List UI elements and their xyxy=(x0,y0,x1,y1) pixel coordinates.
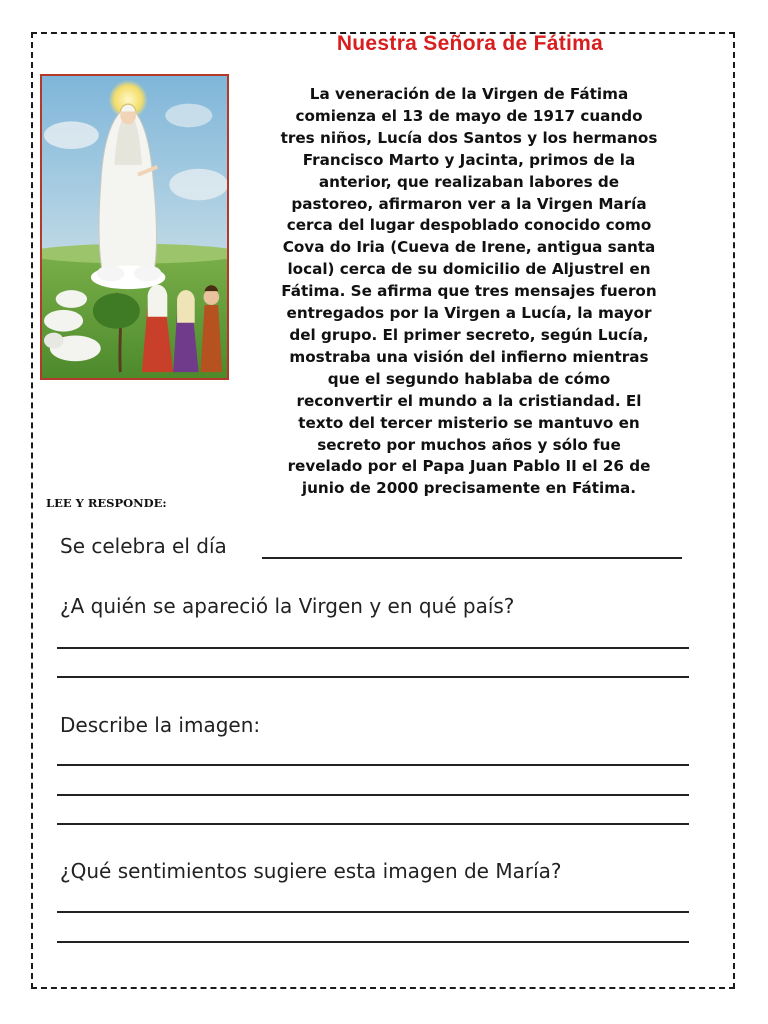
question-apparition: ¿A quién se apareció la Virgen y en qué país? xyxy=(60,594,515,618)
paragraph-line: revelado por el Papa Juan Pablo II el 26 de xyxy=(287,457,651,476)
paragraph-line: texto del tercer misterio se mantuvo en xyxy=(298,413,640,432)
paragraph-line: Fátima. Se afirma que tres mensajes fueron xyxy=(281,282,657,301)
answer-line-describe-3[interactable] xyxy=(57,823,689,825)
history-paragraph xyxy=(232,84,706,500)
paragraph-line: que el segundo hablaba de cómo xyxy=(327,369,611,388)
question-describe-image: Describe la imagen: xyxy=(60,713,261,737)
paragraph-line: La veneración de la Virgen de Fátima xyxy=(309,85,629,103)
virgin-of-fatima-apparition-illustration xyxy=(42,76,227,378)
answer-line-apparition-2[interactable] xyxy=(57,676,689,678)
paragraph-line: Francisco Marto y Jacinta, primos de la xyxy=(302,150,636,169)
answer-line-feelings-2[interactable] xyxy=(57,941,689,943)
paragraph-line: pastoreo, afirmaron ver a la Virgen María xyxy=(291,194,647,213)
answer-line-celebration-date[interactable] xyxy=(262,557,682,559)
paragraph-line: anterior, que realizaban labores de xyxy=(318,172,620,191)
paragraph-line: del grupo. El primer secreto, según Lucía, xyxy=(289,325,649,344)
answer-line-feelings-1[interactable] xyxy=(57,911,689,913)
paragraph-line: mostraba una visión del infierno mientras xyxy=(289,347,649,366)
paragraph-line: cerca del lugar despoblado conocido como xyxy=(286,216,652,235)
fatima-illustration xyxy=(40,74,229,380)
answer-line-describe-1[interactable] xyxy=(57,764,689,766)
section-label: LEE Y RESPONDE: xyxy=(46,496,167,510)
paragraph-line: junio de 2000 precisamente en Fátima. xyxy=(301,479,637,498)
paragraph-line: tres niños, Lucía dos Santos y los hermanos xyxy=(280,128,658,147)
paragraph-line: Cova do Iria (Cueva de Irene, antigua santa xyxy=(282,238,656,257)
paragraph-line: comienza el 13 de mayo de 1917 cuando xyxy=(295,106,643,125)
answer-line-apparition-1[interactable] xyxy=(57,647,689,649)
question-celebration-date: Se celebra el día xyxy=(60,534,227,558)
paragraph-line: secreto por muchos años y sólo fue xyxy=(317,435,621,454)
question-feelings: ¿Qué sentimientos sugiere esta imagen de María? xyxy=(60,859,562,883)
paragraph-line: reconvertir el mundo a la cristiandad. El xyxy=(296,391,642,410)
paragraph-line: entregados por la Virgen a Lucía, la mayor xyxy=(286,304,652,323)
paragraph-line: local) cerca de su domicilio de Aljustrel en xyxy=(287,260,651,279)
worksheet-title: Nuestra Señora de Fátima xyxy=(336,32,604,55)
answer-line-describe-2[interactable] xyxy=(57,794,689,796)
